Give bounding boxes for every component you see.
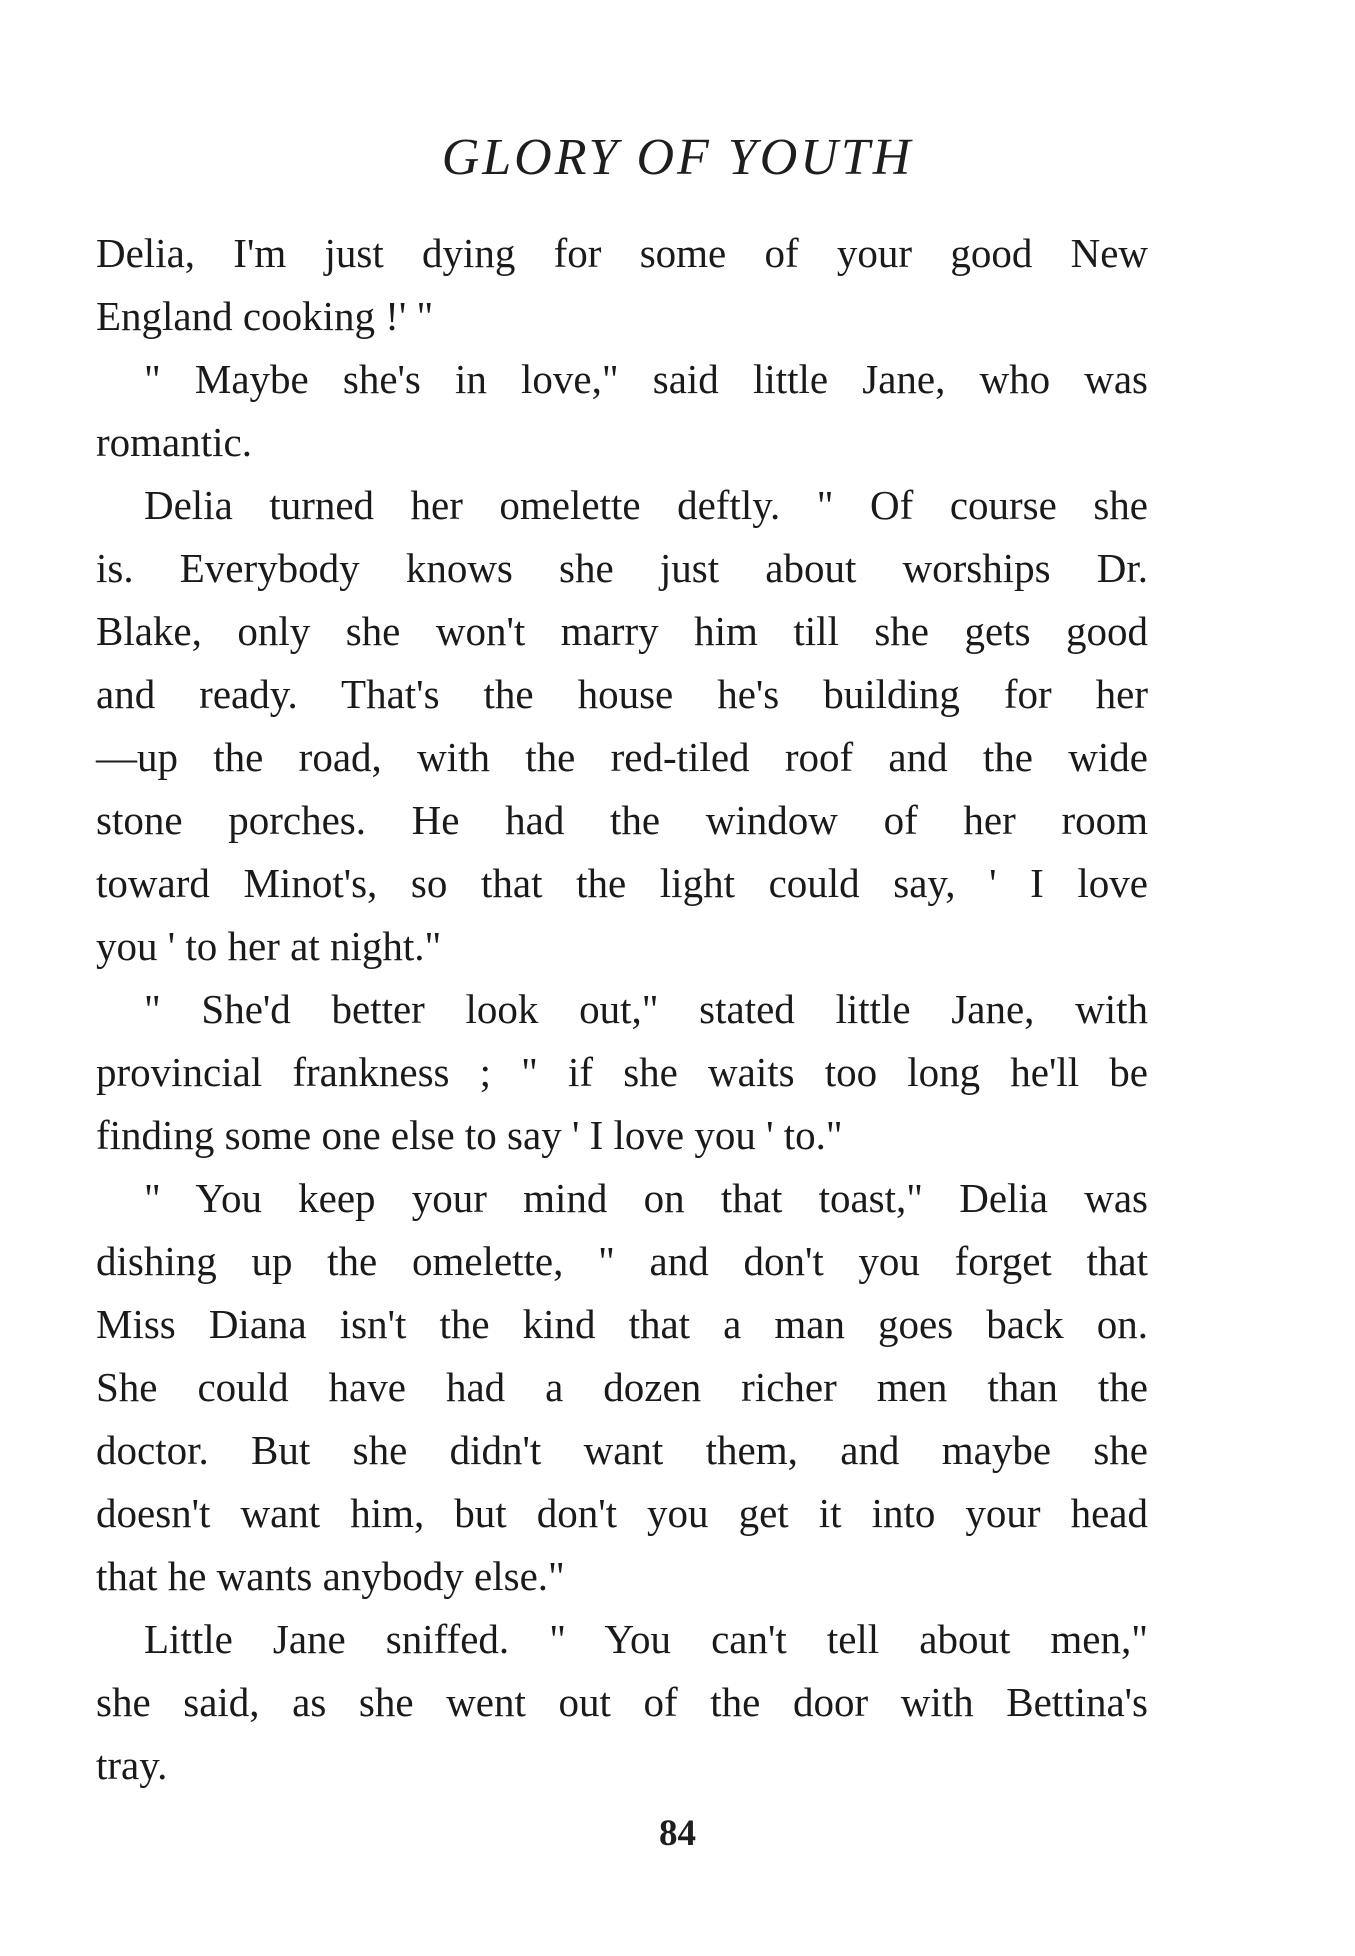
text-line: Little Jane sniffed. " You can't tell about men," xyxy=(144,1616,1148,1662)
text-line: toward Minot's, so that the light could say, ' I love xyxy=(96,860,1148,906)
text-line: she said, as she went out of the door with Bettina's xyxy=(96,1679,1148,1725)
text-line: is. Everybody knows she just about worships Dr. xyxy=(96,545,1148,591)
page-number: 84 xyxy=(659,1813,696,1854)
text-line: doctor. But she didn't want them, and maybe she xyxy=(96,1427,1148,1473)
text-line: Blake, only she won't marry him till she gets good xyxy=(96,608,1148,654)
text-line: She could have had a dozen richer men than the xyxy=(96,1364,1148,1410)
text-line: stone porches. He had the window of her room xyxy=(96,797,1148,843)
text-line: " You keep your mind on that toast," Delia was xyxy=(144,1175,1148,1221)
body-text xyxy=(96,222,1148,1797)
running-head: GLORY OF YOUTH xyxy=(441,129,914,186)
text-line: " She'd better look out," stated little Jane, with xyxy=(144,986,1148,1032)
text-line: Miss Diana isn't the kind that a man goes back on. xyxy=(96,1301,1148,1347)
text-line: that he wants anybody else." xyxy=(96,1553,565,1599)
text-line: tray. xyxy=(96,1742,168,1788)
text-line: Delia turned her omelette deftly. " Of course she xyxy=(144,482,1148,528)
text-line: doesn't want him, but don't you get it into your head xyxy=(96,1490,1148,1536)
text-line: England cooking !' " xyxy=(96,293,434,339)
text-line: and ready. That's the house he's building for her xyxy=(96,671,1148,717)
text-line: romantic. xyxy=(96,419,252,465)
text-line: you ' to her at night." xyxy=(96,923,442,969)
text-line: finding some one else to say ' I love you ' to." xyxy=(96,1112,843,1158)
text-line: " Maybe she's in love," said little Jane, who was xyxy=(144,356,1148,402)
text-line: —up the road, with the red-tiled roof and the wide xyxy=(96,734,1148,780)
text-line: Delia, I'm just dying for some of your good New xyxy=(96,230,1148,276)
text-line: provincial frankness ; " if she waits too long he'll be xyxy=(96,1049,1148,1095)
text-line: dishing up the omelette, " and don't you forget that xyxy=(96,1238,1148,1284)
